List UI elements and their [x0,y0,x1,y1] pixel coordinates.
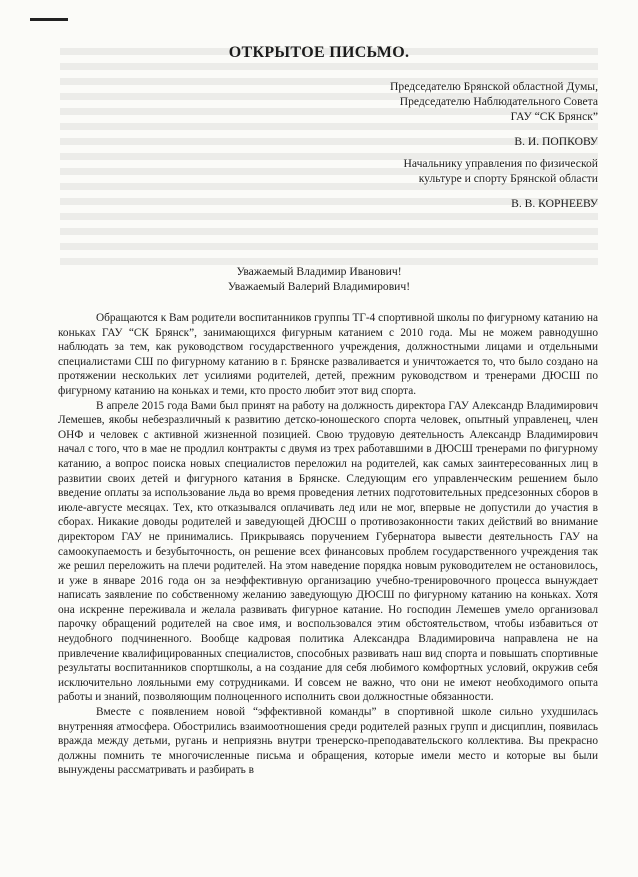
body-paragraph: Вместе с появлением новой “эффективной команды” в спортивной школе сильно ухудшилась внутренняя атмосфера. Обострились взаимоотношения среди родителей разных групп и дисциплин, появилась вражда между детьми, ругань и неприязнь внутри тренерско-преподавательского коллектива. Вы прекрасно должны помнить те многочисленные письма и обращения, которые имели место и которые вы были вынуждены рассматривать и разбирать в [58,706,598,777]
letter-title: ОТКРЫТОЕ ПИСЬМО. [228,44,410,61]
body-paragraph: Обращаются к Вам родители воспитанников группы ТГ-4 спортивной школы по фигурному катанию на коньках ГАУ “СК Брянск”, занимающихся фигурным катанием с 2010 года. Мы не можем равнодушно наблюдать за тем, как руководством государственного учреждения, должностными лицами и отдельными специалистами СШ по фигурному катанию в г. Брянске разваливается и уничтожается то, что было создано на протяжении нескольких лет усилиями родителей, детей, прежним руководством и тренерами ДЮСШ по фигурному катанию на коньках и теми, кто просто любит этот вид спорта. [58,312,598,397]
body-paragraph: В апреле 2015 года Вами был принят на работу на должность директора ГАУ Александр Владимирович Лемешев, якобы небезразличный к развитию детско-юношеского спорта человек, опытный управленец, член ОНФ и человек с активной жизненной позицией. Свою трудовую деятельность Александр Владимирович начал с того, что в мае не продлил контракты с двумя из трех работавшими в ДЮСШ тренерами по фигурному катанию, а вопрос поиска новых специалистов переложил на родителей, как самых заинтересованных лиц в развитии своих детей и фигурного катания в Брянске. Следующим его управленческим решением было введение оплаты за использование льда во время проведения летних подготовительных предсезонных сборов в июле-августе месяцах. Тех, кто отказывался оплачивать лед или не мог, впервые не допустили до участия в сборах. Никакие доводы родителей и заведующей ДЮСШ о противозаконности таких действий во внимание директором ГАУ не принимались. Прикрываясь поручением Губернатора вывести деятельность ГАУ на самоокупаемость и безубыточность, он решение всех финансовых проблем государственного учреждения так же решил переложить на плечи родителей. На этом наведение порядка новым руководителем не остановилось, и уже в январе 2016 года он за неэффективную организацию учебно-тренировочного процесса вынуждает написать заявление по собственному желанию заведующую ДЮСШ по фигурному катанию на коньках. Хотя она искренне переживала и желала развивать фигурное катание. Но господин Лемешев умело организовал парочку обращений родителей на свое имя, и воспользовался этим обстоятельством, чтобы избавиться от неудобного подчиненного. Вообще кадровая политика Александра Владимировича направлена не на привлечение квалифицированных специалистов, способных развивать наш вид спорта и повышать спортивные результаты воспитанников спортшколы, а на создание для себя любимого комфортных условий, окружив себя исключительно лояльными ему сотрудниками. И совсем не важно, что они не имеют необходимого опыта работы и знаний, позволяющим полноценного исполнить свои должностные обязанности. [58,399,598,704]
addressee-block-korneev [404,156,598,211]
letter-body [58,311,598,778]
salutation [0,264,638,294]
addressee-block-popkov [390,79,598,149]
addressee-line: Председателю Наблюдательного Совета [399,95,598,108]
page-corner-mark [30,18,68,21]
salutation-line: Уважаемый Валерий Владимирович! [227,280,411,293]
addressee-name: В. В. КОРНЕЕВУ [511,197,598,210]
addressee-line: культуре и спорту Брянской области [418,172,598,185]
addressee-line: ГАУ “СК Брянск” [510,110,598,123]
addressee-line: Председателю Брянской областной Думы, [390,80,598,93]
addressee-line: Начальнику управления по физической [403,157,598,170]
addressee-name: В. И. ПОПКОВУ [514,135,598,148]
salutation-line: Уважаемый Владимир Иванович! [236,265,402,278]
